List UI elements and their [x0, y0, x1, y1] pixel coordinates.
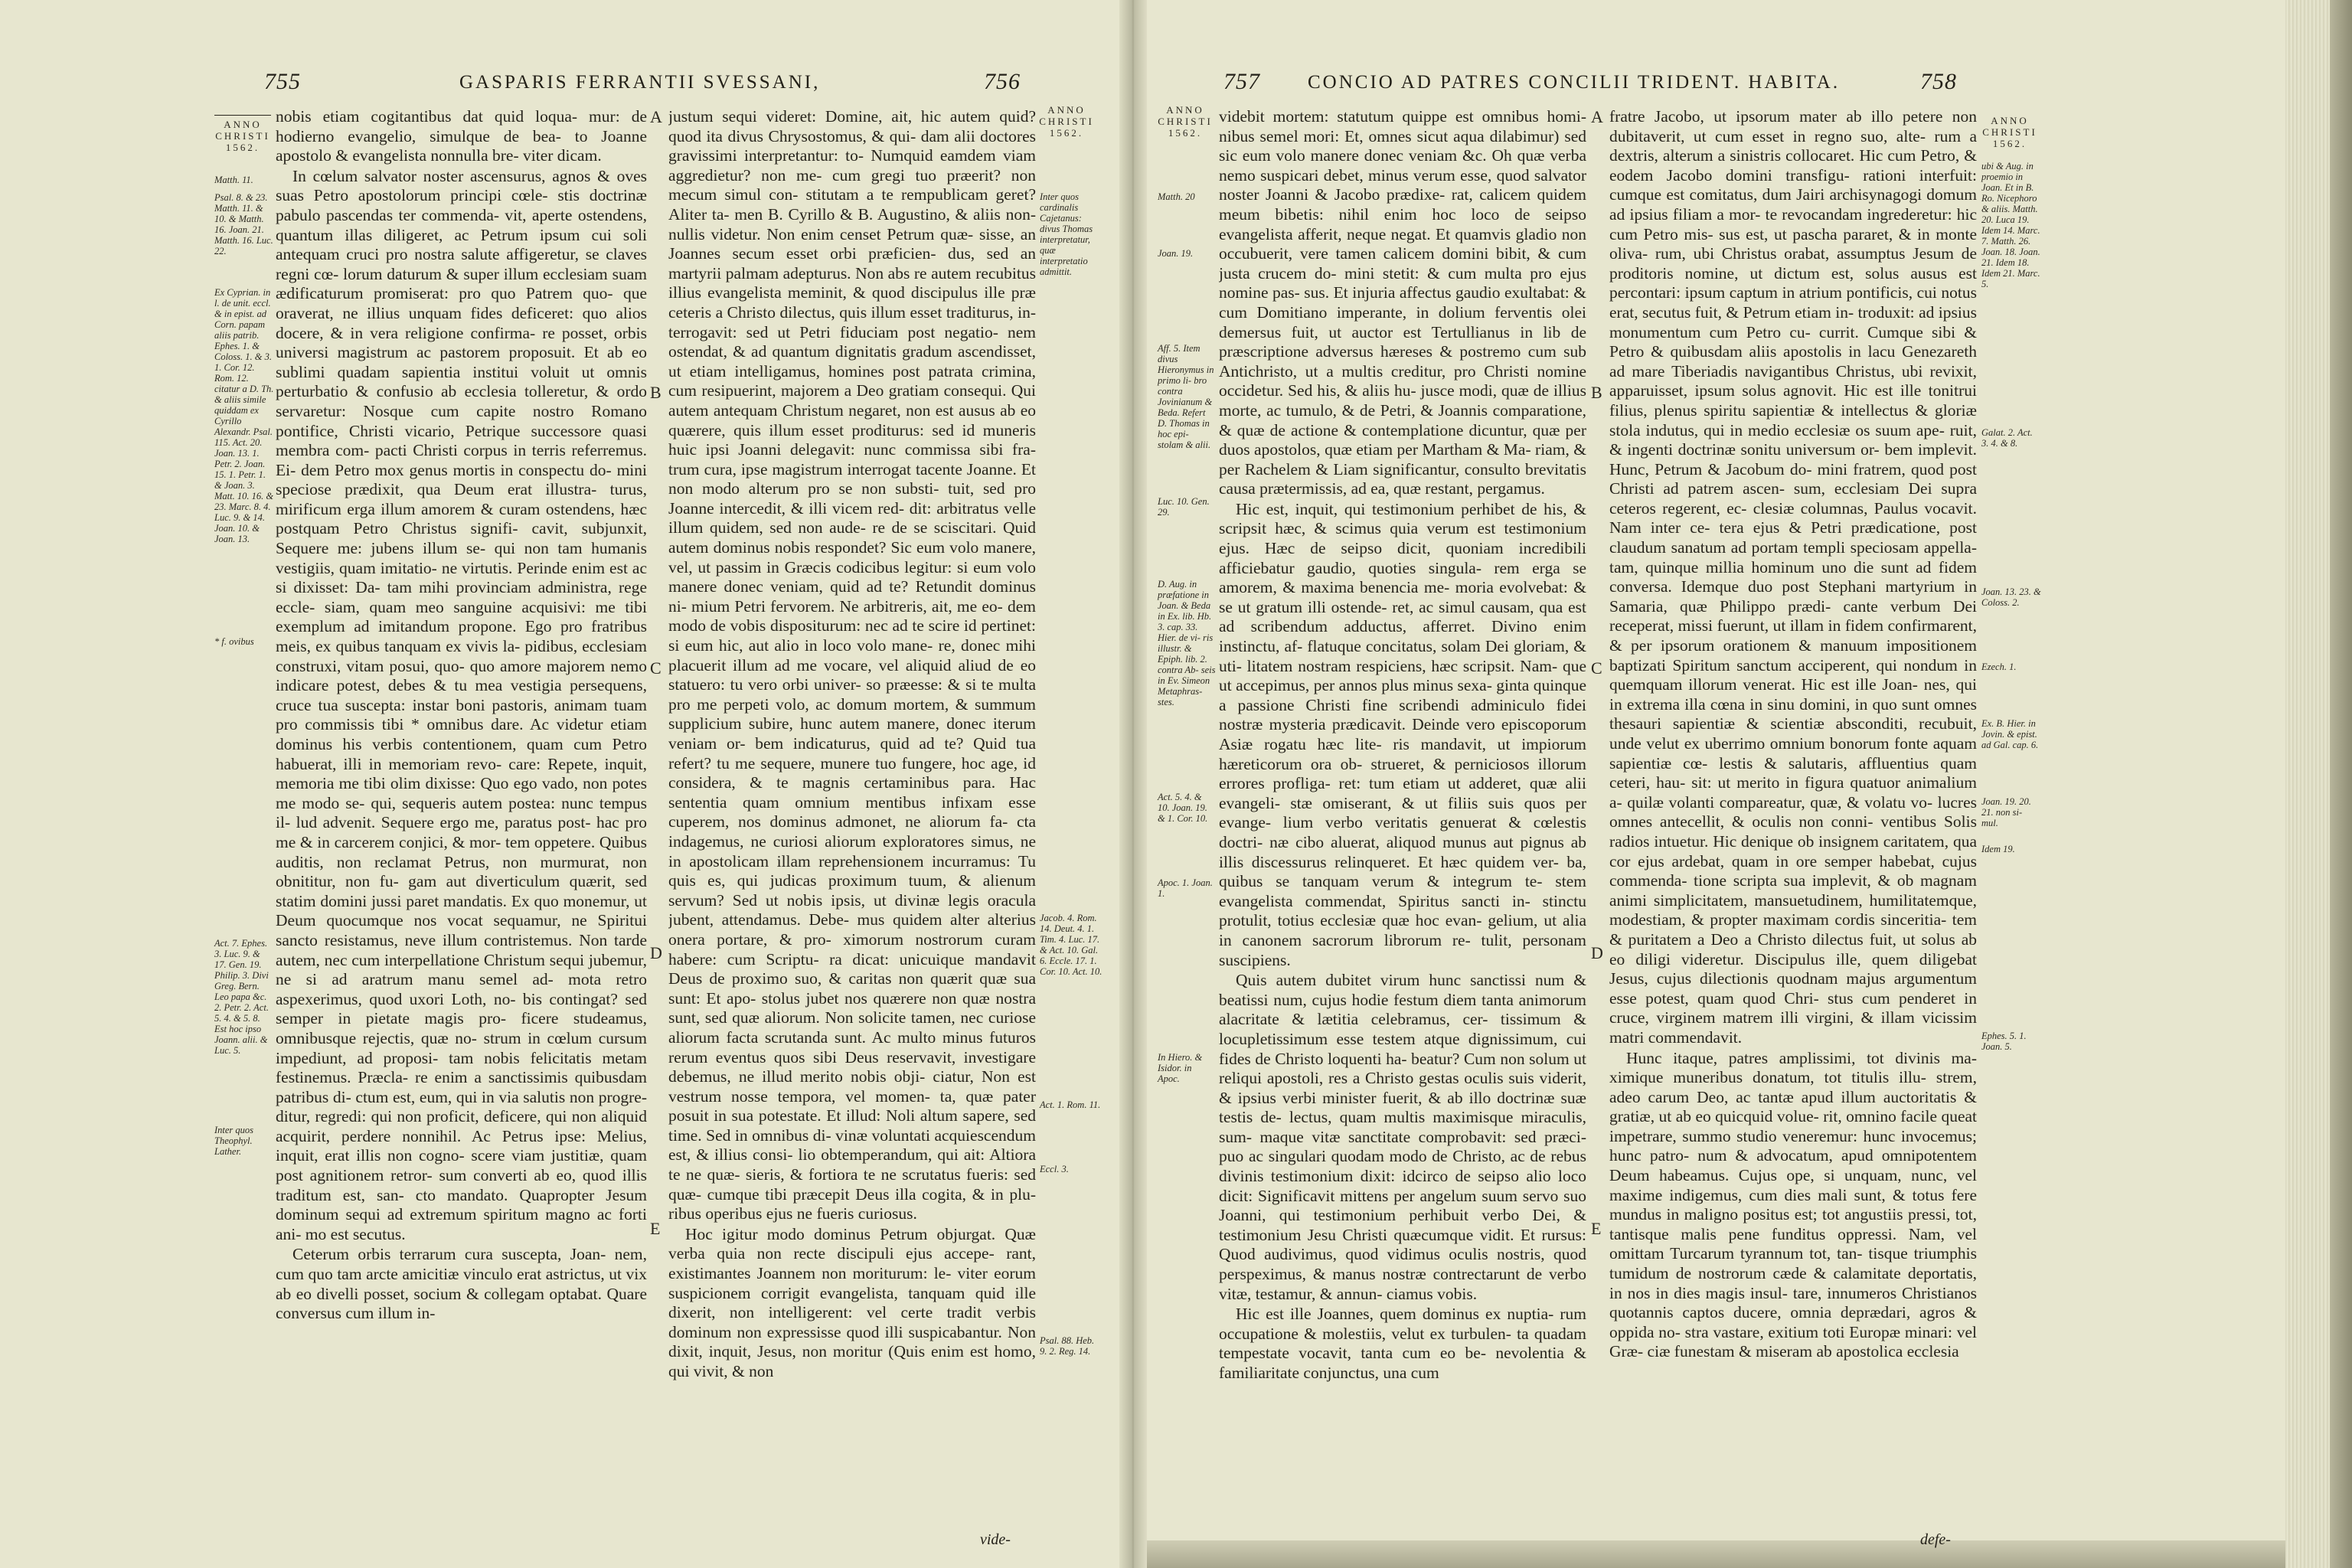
right-page-column-2	[1609, 107, 1977, 1531]
anno-christi-right: ANNO CHRISTI 1562.	[1158, 104, 1213, 139]
running-head-left: GASPARIS FERRANTII SVESSANI,	[459, 72, 821, 93]
section-letter-left-b: B	[650, 383, 662, 402]
page-edges	[2285, 0, 2352, 1568]
catchword-left: vide-	[980, 1531, 1011, 1548]
margin-notes-right-outer: ubi & Aug. in proemio in Joan. Et in B. Ro. Nicephoro & aliis. Matth. 20. Luca 19. Idem 14. Marc. 7. Matth. 26. Joan. 18. Joan. 21. Idem 18. Idem 21. Marc. 5. Galat. 2. Act. 3. 4. & 8. Joan. 13. 23. & Coloss. 2. Ezech. 1. Ex. B. Hier. in Jovin. & epist. ad Gal. cap. 6. Joan. 19. 20. 21. non si- mul. Idem 19. Ephes. 5. 1. Joan. 5.	[1981, 161, 2041, 1052]
anno-christi-left: ANNO CHRISTI 1562.	[214, 115, 271, 153]
left-page-column-2	[668, 107, 1036, 1531]
paragraph: nobis etiam cogitantibus dat quid loqua- mur: de hodierno evangelio, simulque de bea- to Joanne apostolo & evangelista nonnulla bre- viter dicam.	[276, 107, 647, 165]
paragraph: Hic est, inquit, qui testimonium perhibet de his, & scripsit hæc, & scimus quia verum est testimonium ejus. Hæc de seipso dicit, quoniam incredibili afficiebatur gaudio, quoties singula- rem erga se amorem, & maxima benencia me- moria evolvebat: & se ut gratum illi ostende- ret, ac simul causam, qua est ad scribendum adductus, afferret. Divino enim instinctu, af- flatuque concitatus, solam Dei gloriam, & uti- litatem nostram respiciens, hæc scripsit. Nam- que ut accepimus, per annos plus minus sexa- ginta quinque a passione Christi fine scribendi adminiculo fidei nostræ mysteria prædicavit. Deinde vero episcoporum Asiæ rogatu hæc lite- ris mandavit, ut impiorum hæreticorum ora ob- strueret, & perniciosos illorum errores profliga- ret: tum etiam ut adderet, quæ alii evangeli- stæ omiserant, & ut filiis suis quos per evange- lium verbo veritatis genuerat & cœlestis doctri- næ cibo aluerat, aliquod munus aut pignus ab illis discessurus relinqueret. Et hæc quidem ver- ba, quibus se tanquam verum & integrum te- stem evangelista commendat, Spiritus sancti in- stinctu protulit, totius ecclesiæ quæ hoc evan- gelium, ut alia in canonem sacrorum librorum re- tulit, personam suscipiens.	[1219, 499, 1586, 969]
section-letter-left-e: E	[650, 1219, 661, 1238]
anno-christi-left-inner: ANNO CHRISTI 1562.	[1039, 104, 1094, 139]
paragraph: Hic est ille Joannes, quem dominus ex nuptia- rum occupatione & molestiis, velut ex turbulen- ta quadam tempestate vocavit, tanta cum eo be- nevolentia & familiaritate conjunctus, una cum	[1219, 1305, 1586, 1382]
page-number-right-b: 758	[1920, 69, 1957, 94]
section-letter-left-a: A	[650, 107, 662, 126]
book-gutter	[1119, 0, 1147, 1568]
page-number-right-a: 757	[1223, 69, 1260, 94]
paragraph: videbit mortem: statutum quippe est omnibus homi- nibus semel mori: Et, omnes sicut aqua dilabimur) sed sic eum volo manere donec veniam &c. Oh quæ verba nemo suspicari debet, minus verum esse, quod salvator noster Joanni & Jacobo prædixe- rat, calicem quidem meum bibetis: nihil enim hoc loco de seipso evangelista afferit, neque negat. Et quamvis gladio non occubuerit, vere tamen calicem domini bibit, & cum justa crucem do- mini stetit: & cum multa pro ejus nomine pas- sus. Et injuria affectus gaudio exultabat: & cum Domitiano imperante, in dolium ferventis olei demersus fuit, ut auctor est Tertullianus in lib de præscriptione adversus hæreses & postremo cum sub Antichristo, ut a multis creditur, pro Christi nomine occidetur. Sed his, & aliis hu- jusce modi, quæ de illius morte, ac tumulo, & de Petri, & Joannis comparatione, & quæ de actione & contemplatione dicuntur, quæ per duos apostolos, quæ etiam per Martham & Ma- riam, & per Rachelem & Liam significantur, consulto brevitatis causa prætermissis, ad ea, quæ restant, pergamus.	[1219, 107, 1586, 498]
section-letter-right-e: E	[1591, 1219, 1602, 1238]
paragraph: Hunc itaque, patres amplissimi, tot divinis ma- ximique muneribus donatum, tot titulis illu- strem, adeo carum Deo, ac tantæ apud illum auctoritatis & gratiæ, ut ab eo quicquid volue- rit, omnino facile queat impetrare, summo studio veneremur: hunc invocemus; hunc patro- num & advocatum, apud omnipotentem Deum habeamus. Cujus ope, si unquam, nunc, vel maxime indigemus, cum dies mali sunt, & totus fere mundus in maligno positus est; tot angustiis pressi, tot, tantisque malis pene funditus oppressi. Nam, vel omittam Turcarum tyrannum tot, tan- tisque triumphis tumidum de nostrorum cæde & calamitate deportatis, in nos in dies magis insul- tare, innumeros Christianos quotannis captos ducere, omnia deprædari, agros & oppida no- stra vastare, exitium toti Europæ minari: vel Græ- ciæ funestam & miseram ab apostolica ecclesia	[1609, 1048, 1977, 1361]
catchword-right: defe-	[1920, 1531, 1951, 1548]
left-page-column-1	[276, 107, 647, 1539]
paragraph: Ceterum orbis terrarum cura suscepta, Joan- nem, cum quo tam arcte amicitiæ vinculo erat astrictus, ut vix ab eo divelli posset, socium & collegam optabat. Quare conversus cum illum in-	[276, 1245, 647, 1323]
left-page	[0, 0, 1119, 1568]
paragraph: justum sequi videret: Domine, ait, hic autem quid? quod ita divus Chrysostomus, & qui- dam alii doctores gravissimi interpretantur: to- Numquid eamdem viam aggredietur? non me- cum gregi tuo præerit? non mecum simul con- stitutam a te rempublicam geret? Aliter ta- men B. Cyrillo & B. Augustino, & aliis non- nullis videtur. Non enim censet Petrum quæ- sisse, an Joannes secum esset orbi præficien- dus, sed an martyrii palmam adepturus. Non abs re autem recubitus illius evangelista meminit, & quod discipulus ille præ ceteris a Christo dilectus, quis illum esset traditurus, in- terrogavit: sed ut Petri fiduciam post negatio- nem ostendat, & ad quantum dignitatis gradum ascendisset, ut etiam intelligamus, homines post patrata crimina, cum resipuerint, majorem a Deo gratiam consequi. Qui autem antequam Christum negaret, non est ausus ab eo quærere, quis illum esset proditurus: sed id muneris huic ipsi Joanni delegavit: nunc commissa sibi fra- trum cura, ipse magistrum interrogat tacente Joanne. Et non modo alterum pro se non substi- tuit, sed pro Joanne intercedit, & illi vicem red- dit: arbitratus velle illum quidem, sed non aude- re de se sciscitari. Quid autem dominus nobis respondet? Sic eum volo manere, vel, ut passim in Græcis codicibus legitur: si eum volo manere donec veniam, quid ad te? Retundit dominus ni- mium Petri fervorem. Ne arbitreris, ait, me eo- dem modo de vobis dispositurum: nec ad te scire id pertinet: si eum hic, aut alio in loco volo mane- re, donec mihi placuerit illum ad me vocare, vel aliquid aliud de eo statuero: tu vero orbi univer- so præesse: & si te multa pro me perpeti volo, ac domum mortem, & summum supplicium subire, hunc autem manere, donec iterum veniam or- bem indicaturus, quid ad te? Quid tua refert? tu me sequere, munere tuo fungere, hoc age, id considera, & te magnis certaminibus para. Hac sententia quam omnium mentibus infixam esse cuperem, nos dominus admonet, ne aliorum fa- cta indagemus, ne curiosi aliorum exploratores simus, ne in apostolicam illam reprehensionem incurramus: Tu quis es, qui judicas proximum tuum, & alienum servum? Sed ut nobis ipsis, ut divinæ legis oracula jubent, attendamus. Debe- mus quidem alter alterius onera portare, & pro- ximorum nostrorum curam habere: cum Scriptu- ra dicat: unicuique mandavit Deus de proximo suo, & caritas non quærit quæ sua sunt: Et apo- stolus jubet nos quærere non quæ nostra sunt, sed quæ aliorum. Non solicite tamen, nec curiose aliorum facta scrutanda sunt. Ac multo minus futuros rerum eventus quos sibi Deus reservavit, investigare debemus, ne illud merito nobis obji- ciatur, Non est vestrum nosse tempora, vel momen- ta, quæ pater posuit in sua potestate. Et illud: Noli altum sapere, sed time. Sed in omnibus di- vinæ voluntati acquiescendum est, & illius consi- lio obtemperandum, qui ait: Altiora te ne quæ- sieris, & fortiora te ne scrutatus fueris: sed quæ- cumque tibi præcepit Deus illa cogita, & in plu- ribus operibus ejus ne fueris curiosus.	[668, 107, 1036, 1223]
right-page-column-1	[1219, 107, 1586, 1531]
margin-notes-left-inner: Inter quos cardinalis Cajetanus: divus Thomas interpretatur, quæ interpretatio admittit. Jacob. 4. Rom. 14. Deut. 4. 1. Tim. 4. Luc. 17. & Act. 10. Gal. 6. Eccle. 17. 1. Cor. 10. Act. 10. Act. 1. Rom. 11. Eccl. 3. Psal. 88. Heb. 9. 2. Reg. 14.	[1040, 191, 1102, 1357]
section-letter-left-c: C	[650, 658, 662, 678]
section-letter-right-c: C	[1591, 658, 1602, 678]
paragraph: Quis autem dubitet virum hunc sanctissi num & beatissi num, cujus hodie festum diem tanta animorum alacritate & lætitia celebramus, cer- tissimum & locupletissimum esse testem atque dignissimum, cui fides de Christo loquenti ha- beatur? Cum non solum ut reliqui apostoli, res a Christo gestas oculis suis viderit, & ipsius verbi minister fuerit, & ab illo doctrinæ suæ testis de- lectus, quam multis maximisque miraculis, sum- maque vitæ sanctitate comprobavit: sed præci- puo ac singulari quodam modo de Christo, ac de rebus divinis testimonium dixit: idcirco de seipso alio loco dicit: Significavit mittens per angelum suum servo suo Joanni, qui testimonium perhibuit verbo Dei, & testimonium Jesu Christi quæcumque vidit. Et rursus: Quod audivimus, quod vidimus oculis nostris, quod perspeximus, & manus nostræ contrectarunt de verbo vitæ, testamur, & annun- ciamus vobis.	[1219, 971, 1586, 1303]
section-letter-right-a: A	[1591, 107, 1603, 126]
paragraph: In cœlum salvator noster ascensurus, agnos & oves suas Petro apostolorum principi cœle- stis doctrinæ pabulo pascendas ter commenda- vit, aperte ostendens, quantum illas diligeret, ac Petrum ipsum cui soli antequam cruci pro nostra salute affigeretur, se claves regni cœ- lorum daturum & super illum ecclesiam suam ædificaturum promiserat: pro quo Patrem quo- que oraverat, ne illius unquam fides deficeret: quo alios docere, & in vera religione confirma- re posset, orbis universi magistrum ac pastorem proposuit. Et ab eo sublimi quadam sapientia institui voluit ut omnis perturbatio & confusio ab ecclesia tolleretur, & ordo servaretur: Nosque cum capite nostro Romano pontifice, Christi vicario, Petrique successore quasi membra com- pacti Christi corpus in terris referremus. Ei- dem Petro mox genus mortis in conspectu do- mini speciose prædixit, qua Deum erat illustra- turus, mirificum erga illum amorem & curam ostendens, hæc postquam Petro Christus signifi- cavit, subjunxit, Sequere me: jubens illum se- qui non tam humanis vestigiis, quam imitatio- ne virtutis. Perinde enim est ac si dixisset: Da- tam mihi provinciam administra, rege eccle- siam, quam meo sanguine acquisivi: me tibi exemplum ad imitandum propone. Ego pro fratribus meis, ex quibus tanquam ex vivis la- pidibus, ecclesiam construxi, vitam posui, quo- quo amore majorem nemo indicare potest, debes & tu mea vestigia persequens, cruce tua suscepta: instar boni pastoris, animam tuam pro commissis tibi * omnibus dare. Ac videtur etiam dominus his verbis contentionem, quam cum Petro habuerat, illi in memoriam revo- care: Repete, inquit, memoria me tibi olim dixisse: Quo ego vado, non potes me modo se- qui, sequeris autem postea: nunc tempus il- lud advenit. Sequere ergo me, paratus post- hac pro me & in carcerem conjici, & mor- tem oppetere. Quibus auditis, non reclamat Petrus, non murmurat, non obnititur, non fu- gam aut diverticulum quærit, sed statim domini jussi paret mandatis. Ex quo monemur, ut Deum quocumque nos vocat sequamur, ne Spiritui sancto resistamus, neve illum contristemus. Non tarde autem, nec cum interpellatione Christum sequi jubemur, ne si ad aratrum manu semel ad- mota retro aspexerimus, quod uxori Loth, no- bis contingat? sed semper in pietate magis pro- ficere studeamus, omnibusque rejectis, quæ no- strum in cœlum cursum impediunt, ad proposi- tam nobis felicitatis metam festinemus. Præcla- re enim a sanctissimis quibusdam patribus di- ctum est, eum, qui in via salutis non progre- ditur, regredi: qui non proficit, deficere, qui non aliquid acquirit, perdere nonnihil. Ac Petrus ipse: Melius, inquit, erat illis non cogno- scere viam justitiæ, quam post agnitionem retror- sum converti ab eo, quod illis traditum est, san- cto mandato. Quapropter Jesum dominum sequi ad extremum spiritum magno ac forti ani- mo est secutus.	[276, 166, 647, 1243]
anno-christi-right-outer: ANNO CHRISTI 1562.	[1982, 115, 2037, 149]
paragraph: fratre Jacobo, ut ipsorum mater ab illo petere non dubitaverit, ut cum esset in regno suo, alte- rum a dextris, alterum a sinistris collocaret. Hic cum Petro, & eodem Jacobo domini transfigu- rationi interfuit: cumque est comitatus, dum Jairi archisynagogi domum ad ipsius filiam a mor- te revocandam ingrederetur: hic cum Petro mis- sus est, ut pascha pararet, & in monte oliva- rum, ubi Christus orabat, assumptus Jesum de proditoris nomine, ut dictum est, solus ausus est percontari: ipsum captum in atrium pontificis, cui notus erat, secutus fuit, & Petrum etiam in- troduxit: ad ipsius monumentum cum Petro cu- currit. Cumque sibi & Petro & quibusdam aliis apostolis in lacu Genezareth ad mare Tiberiadis navigantibus Christus, ubi revixit, apparuisset, ipsum solus agnovit. Hic est ille tonitrui filius, plenus spiritu sapientiæ & intellectus & gloriæ stola indutus, qui in medio ecclesiæ os suum ape- ruit, & ingenti doctrinæ sonitu universum or- bem implevit. Hunc, Petrum & Jacobum do- mini fratrem, quod post Christi ad patrem ascen- sum, ecclesiam Dei supra ceteros regerent, ec- clesiæ columnas, Paulus vocavit. Nam inter ce- tera ejus & Petri prædicatione, post claudum sanatum ad portam templi speciosam appella- tam, quinque millia hominum uno die sunt ad fidem conversa. Idemque duo post Stephani martyrium in Samaria, quæ Philippo prædi- cante verbum Dei receperat, missi fuerunt, ut illam in fidem confirmarent, & per ipsorum orationem & manuum impositionem baptizati Spiritum sanctum acciperent, qui nondum in quemquam illorum venerat. Hic est ille Joan- nes, qui in extrema illa cœna in sinu domini, in quo sunt omnes thesauri sapientiæ & scientiæ absconditi, recubuit, unde velut ex uberrimo omnium bonorum fonte aquam sapientiæ cœ- lestis & salutaris, affluentius quam ceteri, hau- sit: ut merito in figura quatuor animalium a- quilæ volanti compareatur, quæ, & volatu vo- lucres omnes antecellit, & oculis non conni- ventibus Solis radios intuetur. Hic denique ob insignem caritatem, qua cor ejus ardebat, quam in ore semper habebat, cujus commenda- tione scripta sua implevit, & ob magnam animi simplicitatem, mansuetudinem, humilitatemque, modestiam, & propter maximam cordis sinceritia- tem & puritatem a Deo a Christo dilectus fuit, ut solus ab eo diligi videretur. Discipulus ille, quem diligebat Jesus, cujus dilectionis quodnam majus argumentum esse potest, quam quod Chri- stus cum penderet in cruce, virginem matrem illi virgini, & illam vicissim matri commendavit.	[1609, 107, 1977, 1047]
section-letter-right-d: D	[1591, 943, 1603, 962]
section-letter-right-b: B	[1591, 383, 1602, 402]
margin-notes-left-outer: Matth. 11. Psal. 8. & 23. Matth. 11. & 10. & Matth. 16. Joan. 21. Matth. 16. Luc. 22. Ex Cyprian. in l. de unit. eccl. & in epist. ad Corn. papam aliis patrib. Ephes. 1. & Coloss. 1. & 3. 1. Cor. 12. Rom. 12. citatur a D. Th. & aliis simile quiddam ex Cyrillo Alexandr. Psal. 115. Act. 20. Joan. 13. 1. Petr. 2. Joan. 15. 1. Petr. 1. & Joan. 3. Matt. 10. 16. & 23. Marc. 8. 4. Luc. 9. & 14. Joan. 10. & Joan. 13. * f. ovibus Act. 7. Ephes. 3. Luc. 9. & 17. Gen. 19. Philip. 3. Divi Greg. Bern. Leo papa &c. 2. Petr. 2. Act. 5. 4. & 5. 8. Est hoc ipso Joann. alii. & Luc. 5. Inter quos Theophyl. Lather.	[214, 175, 274, 1157]
running-head-right: CONCIO AD PATRES CONCILII TRIDENT. HABITA.	[1308, 72, 1841, 93]
page-number-left-a: 755	[264, 69, 301, 94]
page-number-left-b: 756	[984, 69, 1021, 94]
paragraph: Hoc igitur modo dominus Petrum objurgat. Quæ verba quia non recte discipuli ejus accepe- rant, existimantes Joannem non moriturum: le- viter eorum suspicionem corrigit evangelista, tanquam quid ille dixerit, non intelligerent: vel certe tradit verbis dominum non expressisse quod illi suspicabantur. Non dixit, inquit, Jesus, non moritur (Quis enim est homo, qui vivit, & non	[668, 1224, 1036, 1380]
right-page	[1147, 0, 2285, 1568]
margin-notes-right-inner: Matth. 20 Joan. 19. Aff. 5. Item divus Hieronymus in primo li- bro contra Jovinianum & Beda. Refert D. Thomas in hoc epi- stolam & alii. Luc. 10. Gen. 29. D. Aug. in præfatione in Joan. & Beda in Ex. lib. Hb. 3. cap. 33. Hier. de vi- ris illustr. & Epiph. lib. 2. contra Ab- seis in Ev. Simeon Metaphras- stes. Act. 5. 4. & 10. Joan. 19. & 1. Cor. 10. Apoc. 1. Joan. 1. In Hiero. & Isidor. in Apoc.	[1158, 191, 1216, 1084]
section-letter-left-d: D	[650, 943, 662, 962]
